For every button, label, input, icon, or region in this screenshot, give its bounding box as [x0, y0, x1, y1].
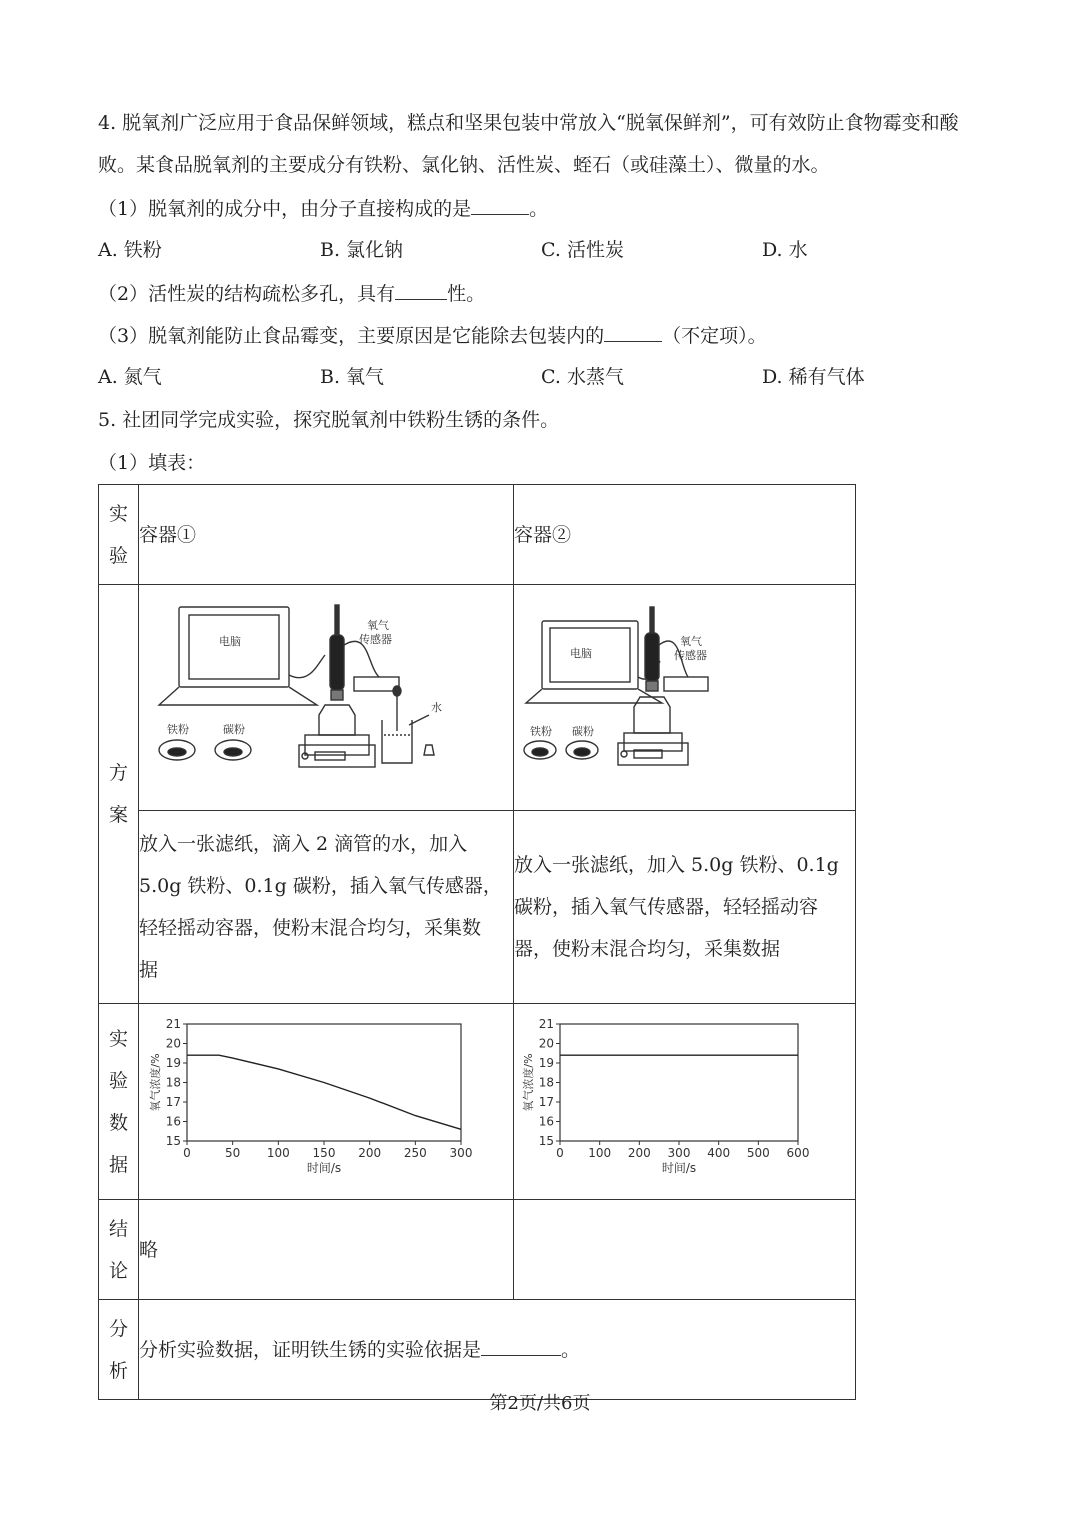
plan-1-line: 放入一张滤纸，滴入 2 滴管的水，加入 — [139, 833, 468, 855]
q4-sub3-option-c: C. 水蒸气 — [541, 366, 624, 388]
sensor-cable — [289, 655, 325, 678]
x-tick-label: 250 — [403, 1146, 427, 1160]
row-label-char: 论 — [108, 1259, 128, 1282]
sensor-antenna — [335, 605, 339, 635]
q4-sub2-end: 性。 — [447, 283, 486, 305]
x-tick-label: 50 — [225, 1146, 241, 1160]
apparatus-figure-2 — [514, 585, 856, 811]
water-label: 水 — [431, 701, 442, 714]
scale-top — [624, 733, 682, 751]
y-tick-label: 21 — [538, 1017, 554, 1031]
x-axis-label: 时间/s — [306, 1161, 342, 1175]
row-label-char: 方 — [108, 762, 128, 784]
y-tick-label: 17 — [165, 1095, 181, 1109]
q4-sub3-text: （3）脱氧剂能防止食品霉变，主要原因是它能除去包装内的 — [98, 325, 605, 347]
y-tick-label: 19 — [538, 1056, 554, 1070]
sensor-body — [645, 633, 659, 681]
container1-label: 容器① — [139, 485, 514, 585]
sensor-label-line1: 氧气 — [680, 635, 702, 648]
iron-powder — [168, 748, 186, 756]
plan-1-line: 5.0g 铁粉、0.1g 碳粉，插入氧气传感器， — [139, 875, 502, 897]
q4-stem-line1: 4. 脱氧剂广泛应用于食品保鲜领域，糕点和坚果包装中常放入“脱氧保鲜剂”，可有效防止食物霉变和酸 — [98, 112, 959, 134]
q4-sub1-option-d: D. 水 — [762, 239, 808, 261]
q4-sub3-option-a: A. 氮气 — [98, 366, 162, 388]
table-row-data — [99, 1004, 856, 1200]
x-tick-label: 150 — [312, 1146, 336, 1160]
carbon-label: 碳粉 — [572, 725, 594, 738]
x-tick-label: 200 — [627, 1146, 651, 1160]
chart-cell-2 — [514, 1004, 856, 1200]
q4-sub1-option-b: B. 氯化钠 — [320, 239, 404, 261]
y-tick-label: 19 — [165, 1056, 181, 1070]
carbon-powder — [574, 748, 590, 756]
row-label-analysis — [99, 1300, 139, 1400]
chart-cell-1 — [139, 1004, 514, 1200]
x-axis-label: 时间/s — [661, 1161, 697, 1175]
sensor-label-line2: 传感器 — [674, 649, 707, 662]
q5-stem: 5. 社团同学完成实验，探究脱氧剂中铁粉生锈的条件。 — [98, 409, 560, 431]
y-tick-label: 16 — [165, 1114, 181, 1129]
y-tick-label: 15 — [538, 1134, 554, 1148]
x-tick-label: 600 — [786, 1146, 810, 1160]
computer-label: 电脑 — [570, 647, 592, 660]
analysis-cell — [139, 1300, 856, 1400]
row-label-char: 实 — [108, 1027, 128, 1050]
plan-2-line: 器，使粉末混合均匀，采集数据 — [514, 938, 781, 960]
q4-sub1-blank — [471, 196, 529, 215]
x-tick-label: 100 — [266, 1146, 290, 1160]
row-label-char: 析 — [108, 1359, 128, 1382]
apparatus-diagram-1 — [139, 585, 511, 795]
carbon-label: 碳粉 — [223, 723, 245, 736]
x-tick-label: 0 — [556, 1146, 564, 1160]
q4-sub1 — [98, 196, 548, 221]
y-tick-label: 15 — [165, 1134, 181, 1148]
sensor-collar — [646, 681, 658, 691]
laptop-base — [159, 687, 317, 705]
apparatus-figure-1 — [139, 585, 514, 811]
x-tick-label: 100 — [588, 1146, 612, 1160]
row-label-char: 分 — [108, 1317, 128, 1340]
x-tick-label: 300 — [449, 1146, 473, 1160]
q4-sub2-text: （2）活性炭的结构疏松多孔，具有 — [98, 283, 396, 305]
iron-label: 铁粉 — [530, 725, 552, 738]
analysis-text: 分析实验数据，证明铁生锈的实验依据是 — [139, 1338, 482, 1361]
q4-sub3-option-b: B. 氧气 — [320, 366, 385, 388]
row-label-char: 验 — [108, 544, 128, 567]
row-label-plan — [99, 585, 139, 1004]
carbon-powder — [224, 748, 242, 756]
x-tick-label: 500 — [746, 1146, 770, 1160]
y-axis-label: 氧气浓度/% — [149, 1053, 162, 1112]
x-tick-label: 300 — [667, 1146, 691, 1160]
y-tick-label: 17 — [538, 1095, 554, 1109]
container2-label: 容器② — [514, 485, 856, 585]
computer-label: 电脑 — [219, 635, 241, 648]
plan-2-line: 碳粉，插入氧气传感器，轻轻摇动容 — [514, 896, 819, 918]
y-tick-label: 18 — [538, 1075, 554, 1090]
q4-sub2-blank — [395, 281, 447, 300]
row-label-char: 案 — [108, 804, 128, 826]
y-tick-label: 18 — [165, 1075, 181, 1090]
oxygen-chart-1 — [139, 1004, 511, 1184]
sensor-body — [330, 635, 344, 690]
sensor-collar — [331, 690, 343, 700]
sensor-box — [354, 677, 399, 691]
row-label-char: 数 — [108, 1111, 128, 1134]
row-label-char: 结 — [108, 1217, 128, 1240]
q4-sub3-end: （不定项）。 — [662, 325, 767, 347]
row-label-char: 验 — [108, 1069, 128, 1092]
small-vessel — [424, 745, 434, 755]
table-row-conclusion — [99, 1200, 856, 1300]
plot-frame — [560, 1024, 798, 1141]
scale-base — [618, 743, 688, 765]
table-row-experiment — [99, 485, 856, 585]
q4-sub1-text: （1）脱氧剂的成分中，由分子直接构成的是 — [98, 198, 472, 220]
y-tick-label: 21 — [165, 1017, 181, 1031]
plan-2 — [514, 811, 856, 1004]
sensor-label-line2: 传感器 — [359, 633, 392, 646]
plan-1-line: 据 — [139, 959, 159, 981]
oxygen-chart-2 — [514, 1004, 854, 1184]
y-tick-label: 20 — [538, 1036, 554, 1051]
conclusion-1: 略 — [139, 1200, 514, 1300]
q4-sub2 — [98, 281, 485, 306]
q4-sub1-option-a: A. 铁粉 — [98, 239, 162, 261]
sensor-box — [664, 677, 708, 691]
row-label-data — [99, 1004, 139, 1200]
conclusion-2 — [514, 1200, 856, 1300]
analysis-end: 。 — [561, 1338, 581, 1361]
y-tick-label: 16 — [538, 1114, 554, 1129]
q4-sub1-end: 。 — [529, 198, 549, 220]
q4-sub3-blank — [604, 323, 662, 342]
y-tick-label: 20 — [165, 1036, 181, 1051]
y-axis-label: 氧气浓度/% — [522, 1053, 535, 1112]
row-label-conclusion — [99, 1200, 139, 1300]
x-tick-label: 0 — [183, 1146, 191, 1160]
sensor-antenna — [650, 607, 654, 633]
q4-sub3 — [98, 323, 767, 348]
q4-stem-line2: 败。某食品脱氧剂的主要成分有铁粉、氯化钠、活性炭、蛭石（或硅藻土）、微量的水。 — [98, 154, 830, 176]
table-row-plan-figure — [99, 585, 856, 811]
apparatus-diagram-2 — [514, 585, 854, 795]
plan-1 — [139, 811, 514, 1004]
oxygen-concentration-line — [187, 1055, 461, 1129]
q5-sub1: （1）填表： — [98, 452, 206, 474]
row-label-char: 据 — [108, 1153, 128, 1176]
x-tick-label: 200 — [358, 1146, 382, 1160]
iron-powder — [532, 748, 548, 756]
row-label-char: 实 — [108, 502, 128, 525]
analysis-blank — [481, 1337, 561, 1356]
experiment-table — [98, 484, 856, 1400]
x-tick-label: 400 — [707, 1146, 731, 1160]
sensor-wire — [344, 641, 379, 677]
row-label-experiment — [99, 485, 139, 585]
scale-button — [621, 751, 627, 757]
plan-1-line: 轻轻摇动容器，使粉末混合均匀，采集数 — [139, 917, 482, 939]
laptop-base — [526, 689, 662, 703]
scale-display — [315, 752, 345, 760]
iron-label: 铁粉 — [167, 723, 189, 736]
plan-2-line: 放入一张滤纸，加入 5.0g 铁粉、0.1g — [514, 854, 839, 876]
q4-sub3-option-d: D. 稀有气体 — [762, 366, 865, 388]
scale-base — [299, 745, 375, 767]
table-row-plan-text — [99, 811, 856, 1004]
dropper-bulb — [393, 686, 401, 696]
table-row-analysis — [99, 1300, 856, 1400]
q4-sub1-option-c: C. 活性炭 — [541, 239, 624, 261]
page-footer: 第2页/共6页 — [489, 1393, 591, 1414]
sensor-label-line1: 氧气 — [367, 619, 389, 632]
bottle — [319, 705, 355, 735]
